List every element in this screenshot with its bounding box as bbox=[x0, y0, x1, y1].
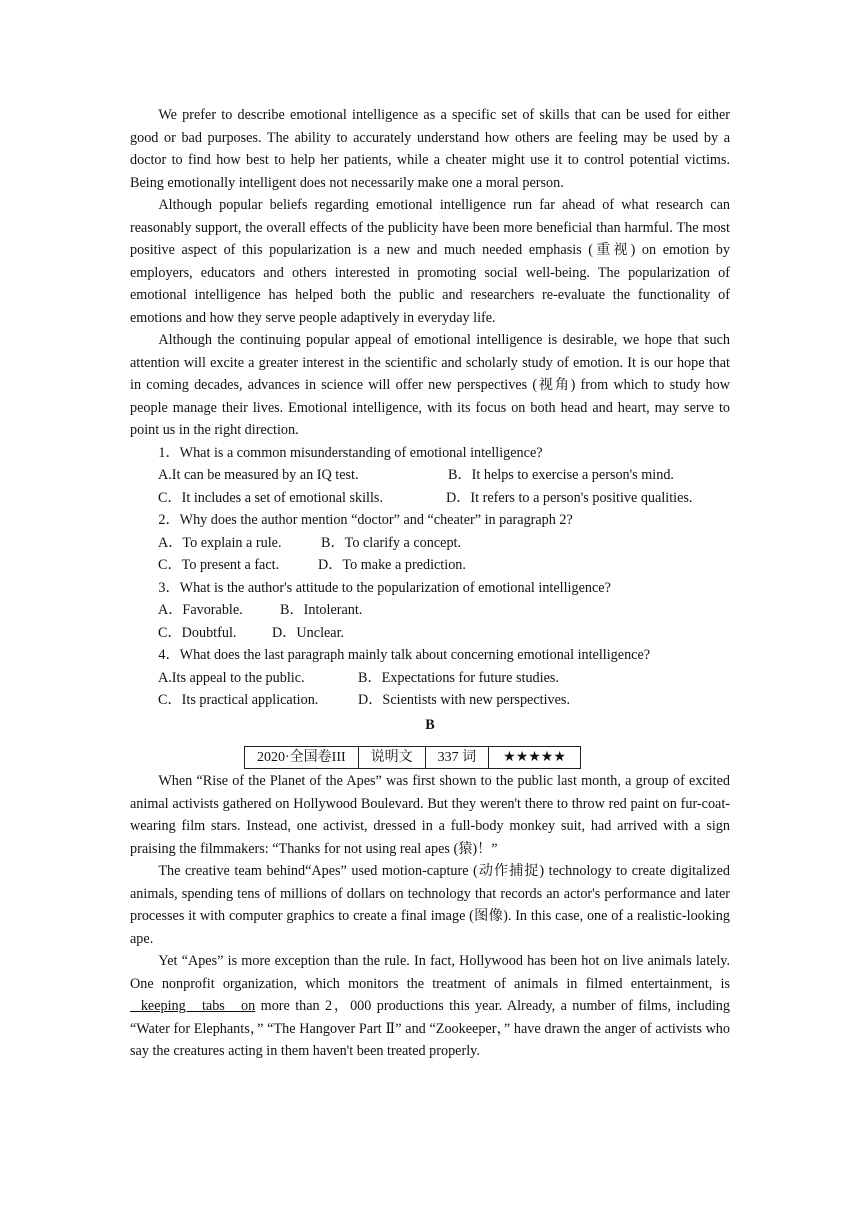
option-b: B．It helps to exercise a person's mind. bbox=[448, 467, 674, 483]
option-row bbox=[130, 487, 730, 510]
passage-a-paragraph-3: Although the continuing popular appeal of emotional intelligence is desirable, we hope that such attention will excite a greater interest in the scientific and scholarly study of emotion. It is our hope that in coming decades, advances in science will offer new perspectives (视角) from which to study how people manage their lives. Emotional intelligence, with its focus on both head and heart, may serve to point us in the right direction. bbox=[130, 332, 730, 438]
paragraph-text-before: Yet “Apes” is more exception than the rule. In fact, Hollywood has been hot on live animals lately. One nonprofit organization, which monitors the treatment of animals in filmed entertainment, is bbox=[130, 953, 730, 992]
passage-a-paragraph-1: We prefer to describe emotional intelligence as a specific set of skills that can be used for either good or bad purposes. The ability to accurately understand how others are feeling may be used by a doctor to find how best to help her patients, while a cheater might use it to control potential victims. Being emotionally intelligent does not necessarily make one a moral person. bbox=[130, 107, 730, 191]
passage-b-paragraph-1: When “Rise of the Planet of the Apes” was first shown to the public last month, a group of excited animal activists gathered on Hollywood Boulevard. But they weren't there to throw red paint on fur-coat- wearing film stars. Instead, one activist, dressed in a full-body monkey suit, had arrived with a sign praising the filmmakers: “Thanks for not using real apes (猿)！” bbox=[130, 773, 730, 857]
question-stem: 2．Why does the author mention “doctor” and “cheater” in paragraph 2? bbox=[158, 512, 573, 528]
passage-b-paragraph-2: The creative team behind“Apes” used motion-capture (动作捕捉) technology to create digitalized animals, spending tens of millions of dollars on technology that records an actor's performance and later processes it with computer graphics to create a final image (图像). In this case, one of a realistic-looking ape. bbox=[130, 863, 730, 947]
underlined-phrase: keeping tabs on bbox=[130, 998, 256, 1014]
question-3 bbox=[130, 577, 730, 645]
option-d: D．Scientists with new perspectives. bbox=[358, 692, 570, 708]
word-count-cell: 337 词 bbox=[425, 747, 489, 769]
source-cell: 2020·全国卷III bbox=[245, 747, 359, 769]
option-d: D．It refers to a person's positive qualities. bbox=[446, 489, 693, 506]
difficulty-stars: ★★★★★ bbox=[489, 747, 581, 769]
option-row bbox=[130, 532, 730, 555]
option-row bbox=[130, 622, 730, 645]
option-c: C．Its practical application. bbox=[158, 692, 319, 708]
option-c: C．To present a fact. bbox=[158, 557, 280, 573]
option-d: D．Unclear. bbox=[272, 624, 345, 641]
question-4 bbox=[130, 644, 730, 712]
option-d: D．To make a prediction. bbox=[318, 557, 466, 573]
passage-a-paragraph-2: Although popular beliefs regarding emotional intelligence run far ahead of what research can reasonably support, the overall effects of the publicity have been more beneficial than harmful. The most positive aspect of this popularization is a new and much needed emphasis (重视) on emotion by employers, educators and others interested in promoting social well-being. The popularization of emotional intelligence has helped both the public and researchers re-evaluate the functionality of emotions and how they serve people adaptively in everyday life. bbox=[130, 197, 730, 326]
option-c: C．Doubtful. bbox=[158, 624, 237, 641]
question-stem: 4．What does the last paragraph mainly talk about concerning emotional intelligence? bbox=[158, 647, 651, 663]
option-a: A.Its appeal to the public. bbox=[158, 669, 305, 686]
passage-info-table bbox=[244, 746, 581, 769]
option-row bbox=[130, 464, 730, 487]
paragraph-text-after: more than 2，000 productions this year. Already, a number of films, including “Water for Elephants，” “The Hangover Part Ⅱ” and “Zookeeper，” have drawn the anger of activists who say the creatures acting in them haven't been treated properly. bbox=[130, 998, 730, 1059]
option-b: B．Expectations for future studies. bbox=[358, 669, 559, 686]
option-c: C．It includes a set of emotional skills. bbox=[158, 489, 383, 506]
genre-cell: 说明文 bbox=[358, 747, 425, 769]
option-row bbox=[130, 599, 730, 622]
option-a: A.It can be measured by an IQ test. bbox=[158, 467, 359, 483]
section-heading-b: B bbox=[425, 716, 435, 733]
option-row bbox=[130, 554, 730, 577]
question-stem: 3．What is the author's attitude to the popularization of emotional intelligence? bbox=[158, 579, 611, 596]
option-row bbox=[130, 689, 730, 712]
option-b: B．To clarify a concept. bbox=[321, 534, 462, 551]
option-row bbox=[130, 667, 730, 690]
question-2 bbox=[130, 509, 730, 577]
option-a: A．To explain a rule. bbox=[158, 534, 282, 551]
passage-b-paragraph-3 bbox=[130, 950, 730, 1063]
question-stem: 1．What is a common misunderstanding of emotional intelligence? bbox=[158, 444, 543, 461]
option-a: A．Favorable. bbox=[158, 602, 243, 618]
document-page bbox=[130, 104, 730, 1063]
question-1 bbox=[130, 442, 730, 510]
option-b: B．Intolerant. bbox=[280, 602, 363, 618]
